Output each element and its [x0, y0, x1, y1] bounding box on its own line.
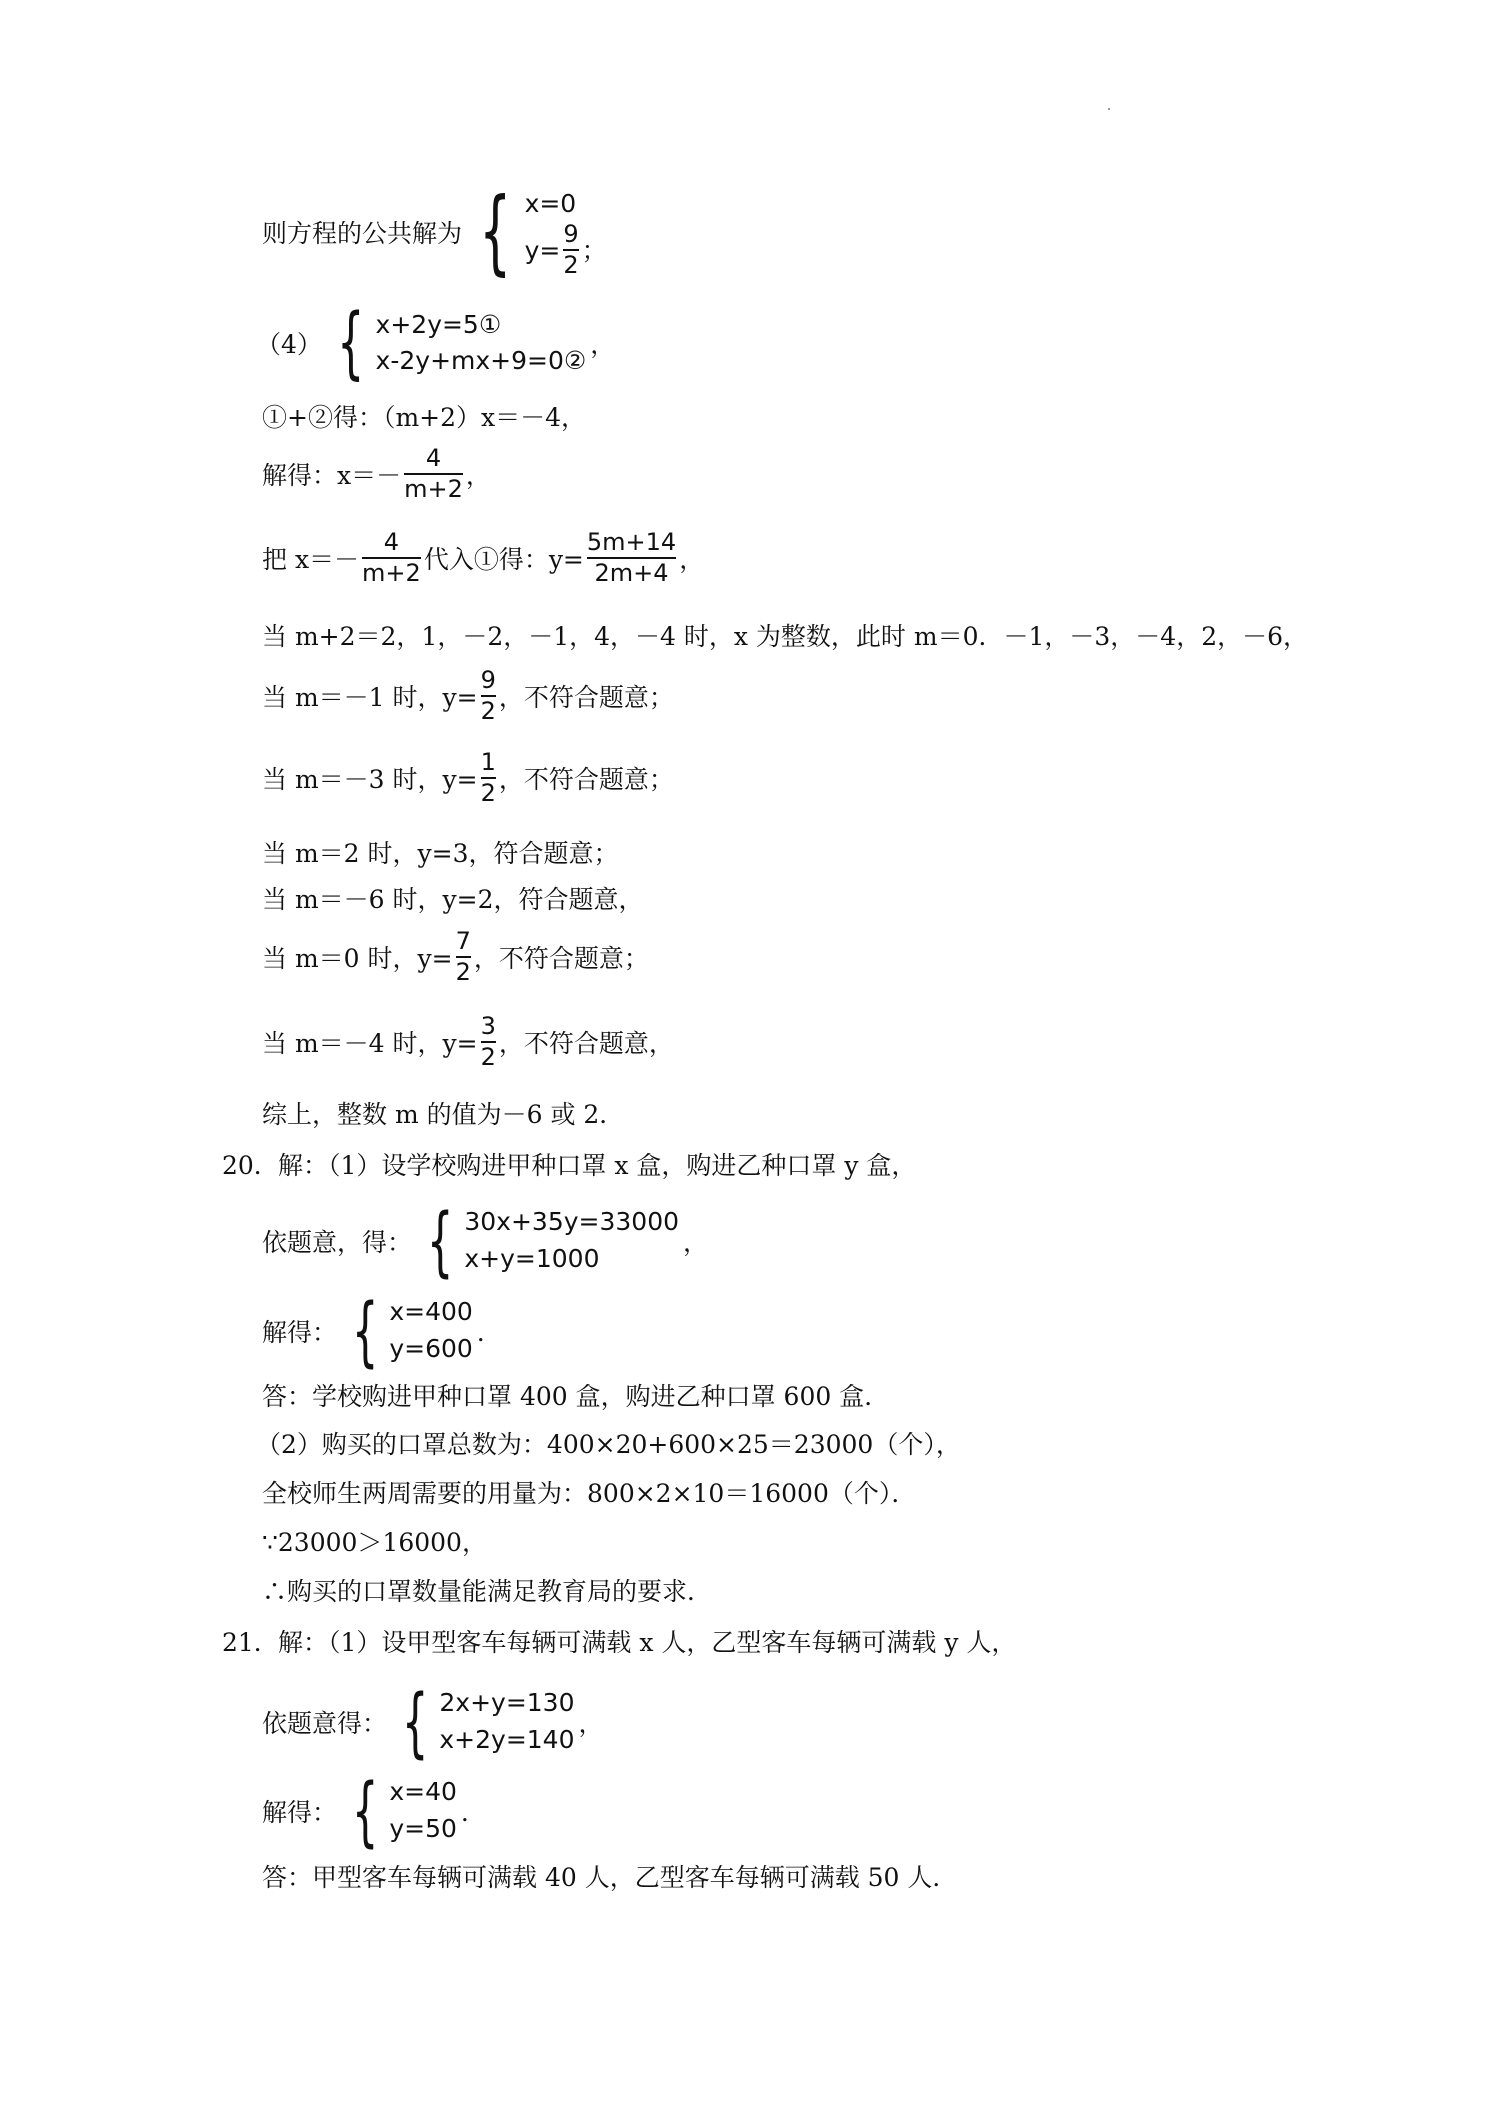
problem-20-therefore: ∴购买的口罩数量能满足教育局的要求． [262, 1577, 713, 1606]
numerator: 4 [383, 528, 400, 556]
problem-20-answer: 答：学校购进甲种口罩 400 盒，购进乙种口罩 600 盒． [262, 1382, 890, 1411]
problem-21-solution [341, 1766, 457, 1855]
problem-20-because: ∵23000＞16000， [262, 1528, 487, 1557]
line-prefix: 依题意得： [262, 1708, 388, 1738]
line-suffix: ，不符合题意； [498, 683, 674, 713]
line-prefix: 解得： [262, 1797, 338, 1827]
system-rows [376, 298, 587, 388]
line-suffix: ，不符合题意； [473, 944, 649, 974]
conclusion-line: 综上，整数 m 的值为－6 或 2． [262, 1100, 625, 1129]
problem-20-part-2: （2）购买的口罩总数为：400×20+600×25＝23000（个）， [256, 1430, 961, 1459]
left-brace: { [479, 178, 512, 285]
problem-21-solution-line [262, 1766, 486, 1855]
problem-20-setup: 解：（1）设学校购进甲种口罩 x 盒，购进乙种口罩 y 盒， [278, 1151, 917, 1180]
problem-20-solution [341, 1286, 473, 1375]
case-m-neg3 [262, 750, 674, 806]
numerator: 1 [480, 748, 496, 776]
solve-x-line [262, 446, 491, 502]
fraction [481, 1014, 496, 1070]
scan-speck [1108, 108, 1110, 110]
line-suffix: ． [476, 1317, 502, 1347]
fraction [456, 929, 471, 985]
system-row-1: x=40 [389, 1777, 457, 1807]
line-prefix: 当 m＝－4 时，y= [262, 1029, 478, 1059]
numerator: 9 [480, 666, 496, 694]
problem-20-system-line [262, 1196, 708, 1285]
line-suffix: ． [460, 1797, 486, 1827]
problem-20-solution-line [262, 1286, 502, 1375]
line-prefix: 当 m＝－1 时，y= [262, 683, 478, 713]
system-row-1: x=400 [389, 1297, 473, 1327]
denominator: 2 [480, 697, 496, 726]
problem-21-number: 21． [222, 1628, 279, 1657]
line-suffix: ， [590, 330, 616, 359]
row-suffix: ； [581, 235, 607, 265]
denominator: 2 [563, 251, 579, 280]
denominator: 2 [480, 779, 496, 808]
line-suffix: ， [578, 1708, 604, 1738]
fraction [481, 668, 496, 724]
line-suffix: ， [683, 1227, 709, 1257]
numerator: 5m+14 [586, 528, 677, 556]
numerator: 9 [563, 220, 579, 249]
line-suffix: ， [465, 461, 491, 491]
system-rows [389, 1286, 472, 1375]
fraction [481, 750, 496, 806]
system-row-2: x+y=1000 [464, 1243, 600, 1273]
common-solution-line [262, 178, 611, 285]
fraction [362, 530, 421, 586]
problem-20-number: 20． [222, 1151, 279, 1180]
numerator: 7 [455, 927, 471, 955]
left-brace: { [351, 1766, 379, 1855]
part-4-system-line [256, 298, 615, 388]
system-rows [389, 1766, 457, 1855]
substitute-line [262, 530, 704, 586]
system-row-1: x+2y=5① [375, 309, 502, 339]
system-row-1: 2x+y=130 [439, 1688, 575, 1718]
line-prefix: 当 m＝0 时，y= [262, 944, 453, 974]
problem-21-system-line [262, 1677, 604, 1766]
problem-20-usage: 全校师生两周需要的用量为：800×2×10＝16000（个）． [262, 1479, 917, 1508]
problem-21-system [391, 1677, 574, 1766]
left-brace: { [337, 298, 365, 388]
case-m-neg4 [262, 1014, 674, 1070]
system-rows [464, 1196, 679, 1285]
line-prefix: 把 x＝－ [262, 545, 360, 575]
denominator: m+2 [362, 559, 421, 588]
step-add-equations: ①+②得：（m+2）x＝－4， [262, 403, 587, 432]
integer-cases-line: 当 m+2＝2，1，－2，－1，4，－4 时，x 为整数，此时 m＝0．－1，－3，－4，2，－6， [262, 622, 1309, 651]
denominator: 2 [480, 1043, 496, 1072]
common-solution-system [466, 178, 607, 285]
part-label: （4） [256, 330, 322, 359]
left-brace: { [351, 1286, 379, 1375]
line-prefix: 当 m＝－3 时，y= [262, 765, 478, 795]
system-row-2: y=600 [389, 1333, 473, 1363]
system-rows [525, 178, 607, 285]
line-prefix: 解得：x＝－ [262, 461, 402, 491]
common-solution-text: 则方程的公共解为 [262, 218, 463, 248]
line-prefix: 解得： [262, 1317, 338, 1347]
system-row-2: x+2y=140 [439, 1724, 575, 1754]
denominator: m+2 [404, 475, 463, 504]
line-suffix: ，不符合题意， [498, 1029, 674, 1059]
left-brace: { [426, 1196, 454, 1285]
fraction [587, 530, 676, 586]
problem-20-system [416, 1196, 679, 1285]
system-row-2: x-2y+mx+9=0② [375, 346, 587, 375]
line-prefix: 依题意，得： [262, 1227, 413, 1257]
system-row-1: x=0 [524, 188, 577, 218]
left-brace: { [401, 1677, 429, 1766]
numerator: 3 [480, 1012, 496, 1040]
denominator: 2 [455, 958, 471, 987]
system-rows [439, 1677, 574, 1766]
fraction [563, 222, 578, 278]
case-m-2: 当 m＝2 时，y=3，符合题意； [262, 839, 619, 868]
system-row-2: y=50 [389, 1813, 457, 1843]
denominator: 2m+4 [594, 559, 669, 588]
system-row-1: 30x+35y=33000 [464, 1207, 680, 1237]
fraction [404, 446, 463, 502]
problem-21-answer: 答：甲型客车每辆可满载 40 人，乙型客车每辆可满载 50 人． [262, 1863, 958, 1892]
system-row-2 [525, 222, 607, 278]
part-4-system [326, 298, 586, 388]
line-middle: 代入①得：y= [423, 545, 584, 575]
line-suffix: ，不符合题意； [498, 765, 674, 795]
case-m-neg1 [262, 668, 674, 724]
case-m-0 [262, 929, 649, 985]
row-prefix: y= [524, 235, 561, 265]
problem-21-setup: 解：（1）设甲型客车每辆可满载 x 人，乙型客车每辆可满载 y 人， [278, 1628, 1017, 1657]
case-m-neg6: 当 m＝－6 时，y=2，符合题意， [262, 885, 644, 914]
numerator: 4 [425, 444, 442, 472]
line-suffix: ， [679, 545, 705, 575]
